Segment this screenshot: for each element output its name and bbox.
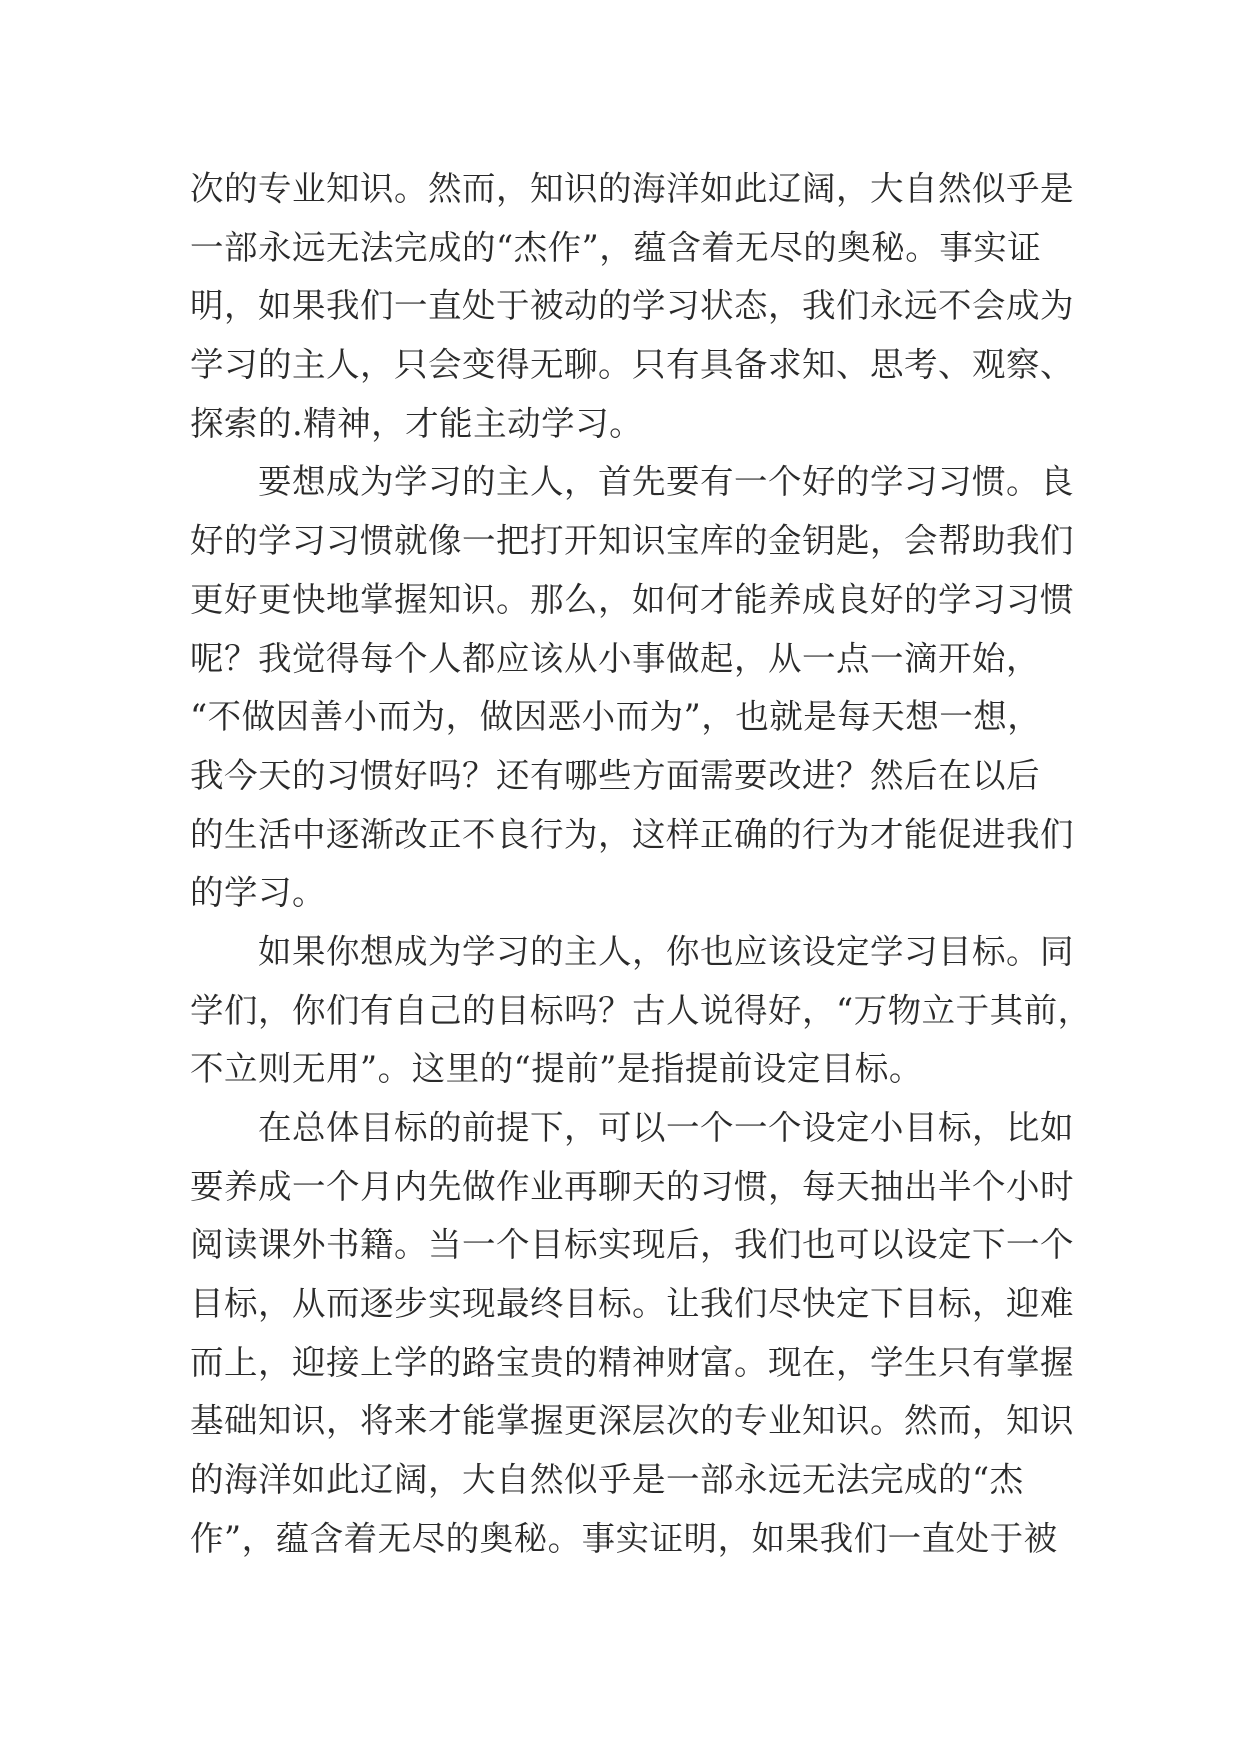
text-line: 阅读课外书籍。当一个目标实现后，我们也可以设定下一个: [190, 1225, 1074, 1265]
text-line: 明，如果我们一直处于被动的学习状态，我们永远不会成为: [190, 286, 1074, 326]
text-line: 好的学习习惯就像一把打开知识宝库的金钥匙，会帮助我们: [190, 521, 1074, 561]
text-line: 探索的.精神，才能主动学习。: [190, 403, 644, 443]
text-line: 目标，从而逐步实现最终目标。让我们尽快定下目标，迎难: [190, 1284, 1074, 1324]
text-line: 的学习。: [190, 873, 326, 913]
text-line: 在总体目标的前提下，可以一个一个设定小目标，比如: [190, 1108, 1074, 1147]
text-line: 呢？我觉得每个人都应该从小事做起，从一点一滴开始，: [190, 638, 1040, 678]
body-text: [190, 160, 1092, 1569]
text-line: 学们，你们有自己的目标吗？古人说得好，“万物立于其前，: [190, 990, 1092, 1030]
text-line: 要养成一个月内先做作业再聊天的习惯，每天抽出半个小时: [190, 1166, 1074, 1206]
text-line: 不立则无用”。这里的“提前”是指提前设定目标。: [190, 1049, 923, 1089]
text-line: 的海洋如此辽阔，大自然似乎是一部永远无法完成的“杰: [190, 1460, 1024, 1500]
text-line: 作”，蕴含着无尽的奥秘。事实证明，如果我们一直处于被: [190, 1518, 1058, 1558]
text-line: 而上，迎接上学的路宝贵的精神财富。现在，学生只有掌握: [190, 1342, 1074, 1382]
text-line: 如果你想成为学习的主人，你也应该设定学习目标。同: [190, 931, 1074, 971]
text-line: 我今天的习惯好吗？还有哪些方面需要改进？然后在以后: [190, 755, 1040, 795]
text-line: 的生活中逐渐改正不良行为，这样正确的行为才能促进我们: [190, 814, 1074, 854]
text-line: 要想成为学习的主人，首先要有一个好的学习习惯。良: [190, 462, 1074, 502]
text-line: 次的专业知识。然而，知识的海洋如此辽阔，大自然似乎是: [190, 169, 1074, 208]
text-line: “不做因善小而为，做因恶小而为”，也就是每天想一想，: [190, 697, 1042, 737]
text-line: 更好更快地掌握知识。那么，如何才能养成良好的学习习惯: [190, 579, 1074, 619]
text-line: 基础知识，将来才能掌握更深层次的专业知识。然而，知识: [190, 1401, 1074, 1441]
text-line: 学习的主人，只会变得无聊。只有具备求知、思考、观察、: [190, 345, 1074, 385]
text-line: 一部永远无法完成的“杰作”，蕴含着无尽的奥秘。事实证: [190, 227, 1042, 267]
